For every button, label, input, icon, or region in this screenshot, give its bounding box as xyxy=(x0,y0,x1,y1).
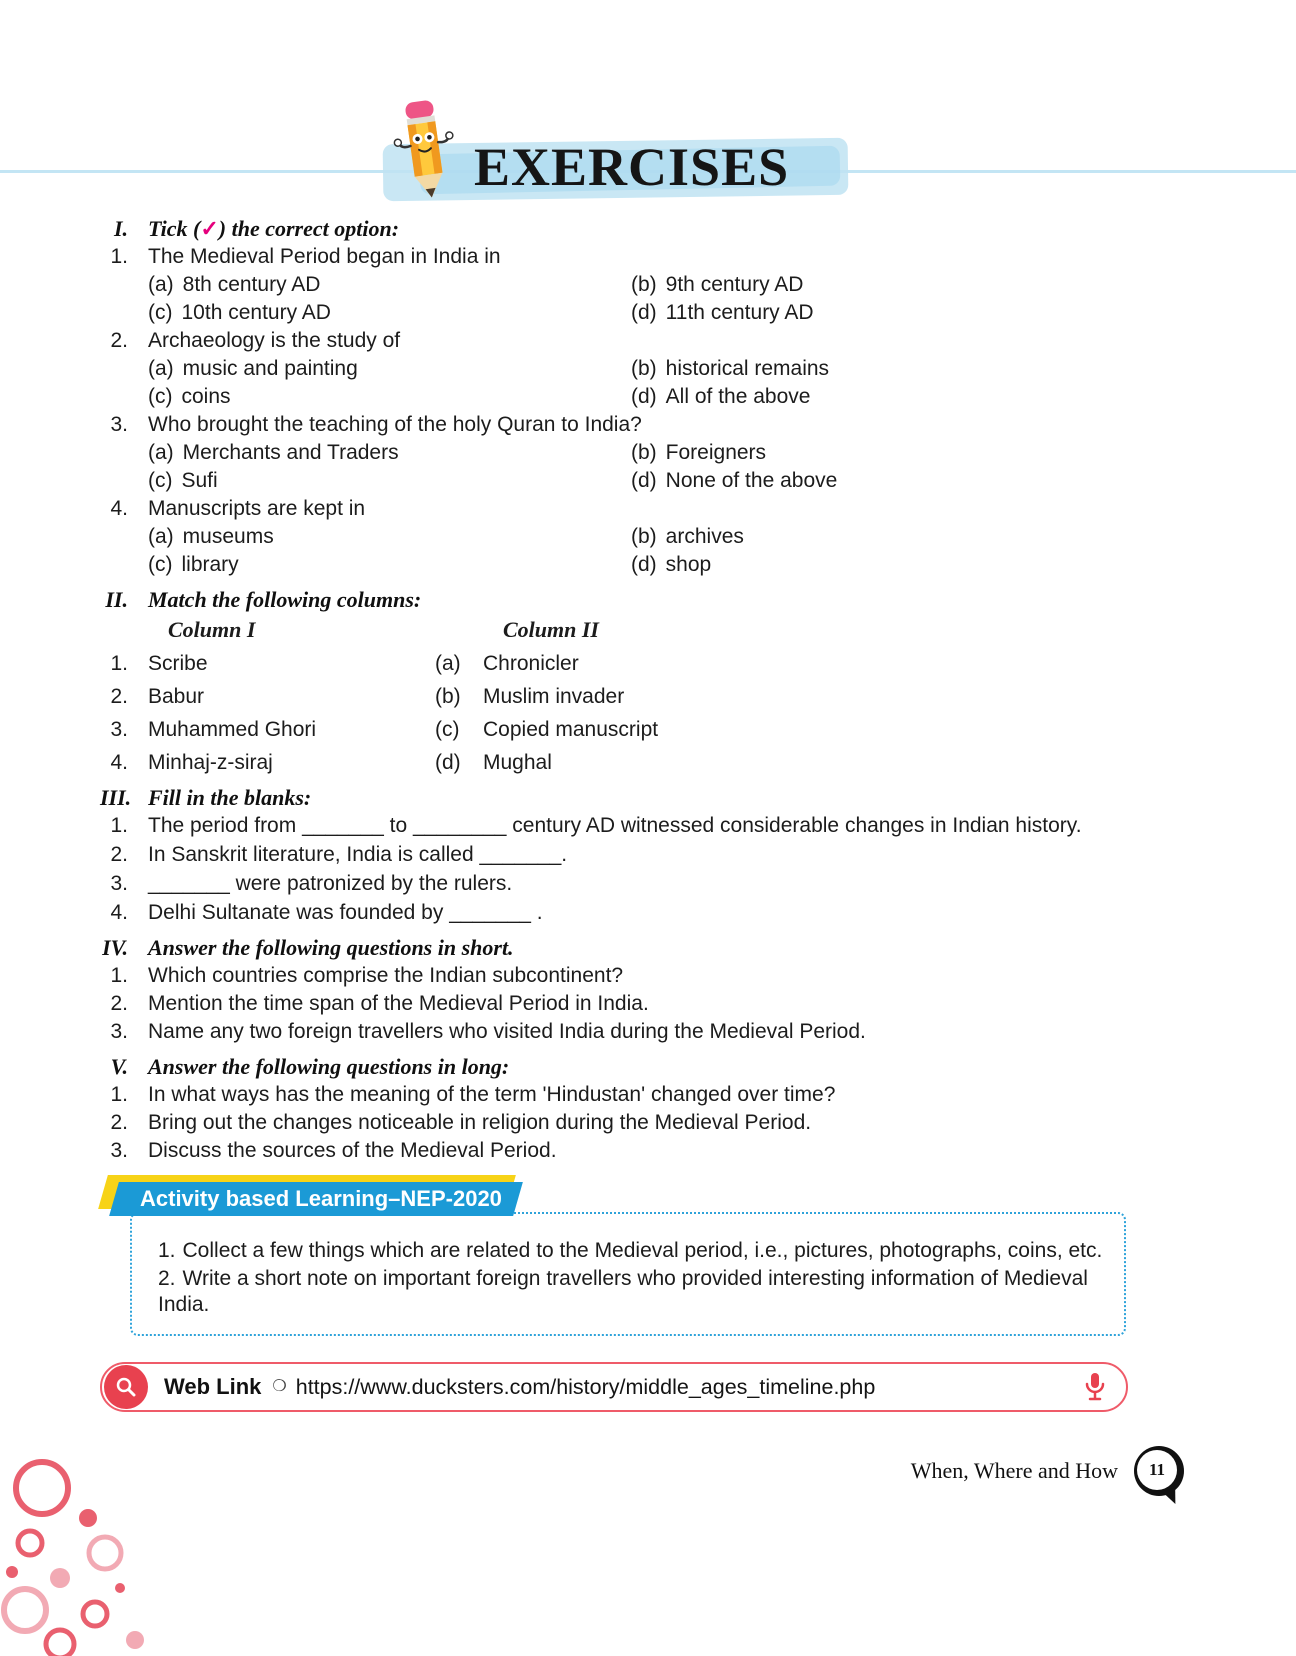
option xyxy=(631,299,1114,327)
section-long-heading xyxy=(100,1053,1132,1081)
column-1-header: Column I xyxy=(168,617,256,642)
option-label: (b) xyxy=(631,525,657,548)
option-label: (a) xyxy=(148,357,174,380)
section-heading-text: Answer the following questions in short. xyxy=(148,935,514,960)
fill-item xyxy=(100,812,1132,840)
heading-post: ) the correct option: xyxy=(218,216,400,241)
long-question xyxy=(100,1081,1132,1109)
activity-text: Collect a few things which are related to the Medieval period, i.e., pictures, photographs, coins, etc. xyxy=(182,1239,1103,1262)
option-text: music and painting xyxy=(182,357,358,380)
question-item xyxy=(100,327,1132,411)
decorative-circles xyxy=(0,1444,180,1656)
long-question xyxy=(100,1137,1132,1165)
option-label: (c) xyxy=(148,301,173,324)
match-row xyxy=(100,650,1132,678)
badge-tail xyxy=(1162,1487,1180,1507)
option xyxy=(631,523,1114,551)
fill-text: Delhi Sultanate was founded by _______ . xyxy=(148,901,543,924)
option-label: (d) xyxy=(631,553,657,576)
match-row xyxy=(100,716,1132,744)
question-text: Who brought the teaching of the holy Quran to India? xyxy=(148,413,642,436)
short-question xyxy=(100,962,1132,990)
fill-item xyxy=(100,841,1132,869)
activity-text: Write a short note on important foreign travellers who provided interesting information of Medieval India. xyxy=(158,1267,1088,1316)
option xyxy=(631,551,1114,579)
match-letter: (c) xyxy=(435,718,460,741)
match-letter: (d) xyxy=(435,751,461,774)
check-icon: ✓ xyxy=(200,216,219,241)
item-number: 2. xyxy=(110,1111,128,1134)
question-text: Archaeology is the study of xyxy=(148,329,401,352)
option xyxy=(631,271,1114,299)
option-text: museums xyxy=(182,525,274,548)
match-letter: (b) xyxy=(435,685,461,708)
weblink-label: Web Link xyxy=(164,1374,262,1399)
question-text: Name any two foreign travellers who visited India during the Medieval Period. xyxy=(148,1020,866,1043)
match-right: Muslim invader xyxy=(483,685,625,708)
option xyxy=(631,439,1114,467)
column-2-header: Column II xyxy=(503,617,599,642)
option xyxy=(631,355,1114,383)
question-item xyxy=(100,495,1132,579)
item-number: 2. xyxy=(110,843,128,866)
question-text: In what ways has the meaning of the term 'Hindustan' changed over time? xyxy=(148,1083,836,1106)
option-text: All of the above xyxy=(665,385,811,408)
page-number: 11 xyxy=(1137,1450,1177,1490)
section-fill-heading xyxy=(100,784,1132,812)
question-text: Mention the time span of the Medieval Period in India. xyxy=(148,992,649,1015)
heading-pre: Tick ( xyxy=(148,216,201,241)
short-question xyxy=(100,990,1132,1018)
match-right: Chronicler xyxy=(483,652,579,675)
option-text: shop xyxy=(665,553,712,576)
question-number: 1. xyxy=(110,245,128,268)
chapter-title: When, Where and How xyxy=(910,1458,1118,1483)
section-roman: III. xyxy=(100,785,132,810)
short-question xyxy=(100,1018,1132,1046)
fill-item xyxy=(100,870,1132,898)
option-text: None of the above xyxy=(665,469,838,492)
question-item xyxy=(100,243,1132,327)
match-column-headers xyxy=(100,616,1132,644)
item-number: 1. xyxy=(110,814,128,837)
option-label: (d) xyxy=(631,469,657,492)
option-label: (c) xyxy=(148,553,173,576)
option-text: archives xyxy=(665,525,744,548)
option xyxy=(148,383,631,411)
weblink-bar xyxy=(100,1362,1128,1412)
option-text: 11th century AD xyxy=(665,301,814,324)
page-title: EXERCISES xyxy=(474,137,790,197)
section-short-heading xyxy=(100,934,1132,962)
item-number: 2. xyxy=(158,1267,176,1290)
question-number: 3. xyxy=(110,413,128,436)
option-label: (a) xyxy=(148,273,174,296)
search-icon xyxy=(104,1365,148,1409)
activity-section xyxy=(100,1182,1132,1336)
match-left: Scribe xyxy=(148,652,208,675)
section-match-heading xyxy=(100,586,1132,614)
option-label: (c) xyxy=(148,385,173,408)
fill-text: The period from _______ to ________ century AD witnessed considerable changes in Indian history. xyxy=(148,814,1082,837)
option xyxy=(148,271,631,299)
question-text: Which countries comprise the Indian subcontinent? xyxy=(148,964,624,987)
section-heading-text: Answer the following questions in long: xyxy=(148,1054,510,1079)
question-number: 2. xyxy=(110,329,128,352)
item-number: 2. xyxy=(110,992,128,1015)
link-bullet-icon: ❍ xyxy=(272,1378,287,1395)
option-label: (b) xyxy=(631,441,657,464)
option-label: (b) xyxy=(631,357,657,380)
activity-item xyxy=(158,1238,1104,1264)
match-left: Muhammed Ghori xyxy=(148,718,317,741)
section-heading-text: Match the following columns: xyxy=(148,587,422,612)
activity-item xyxy=(158,1266,1104,1318)
match-left: Babur xyxy=(148,685,205,708)
option-label: (b) xyxy=(631,273,657,296)
option-text: Merchants and Traders xyxy=(182,441,399,464)
question-text: Bring out the changes noticeable in religion during the Medieval Period. xyxy=(148,1111,812,1134)
pencil-mascot-icon xyxy=(390,94,460,204)
item-number: 3. xyxy=(110,1139,128,1162)
option-label: (c) xyxy=(148,469,173,492)
weblink-url: https://www.ducksters.com/history/middle_ages_timeline.php xyxy=(295,1375,876,1399)
match-number: 4. xyxy=(110,751,128,774)
question-text: The Medieval Period began in India in xyxy=(148,245,501,268)
match-left: Minhaj-z-siraj xyxy=(148,751,273,774)
section-roman: I. xyxy=(113,216,128,241)
match-letter: (a) xyxy=(435,652,461,675)
match-right: Copied manuscript xyxy=(483,718,659,741)
question-text: Discuss the sources of the Medieval Period. xyxy=(148,1139,557,1162)
option-text: Foreigners xyxy=(665,441,767,464)
item-number: 1. xyxy=(110,964,128,987)
match-number: 1. xyxy=(110,652,128,675)
item-number: 1. xyxy=(158,1239,176,1262)
option-label: (d) xyxy=(631,301,657,324)
activity-banner xyxy=(114,1182,526,1218)
item-number: 3. xyxy=(110,1020,128,1043)
exercises-content xyxy=(100,208,1132,1412)
question-item xyxy=(100,411,1132,495)
option-label: (d) xyxy=(631,385,657,408)
fill-text: _______ were patronized by the rulers. xyxy=(148,872,513,895)
match-right: Mughal xyxy=(483,751,552,774)
option-text: historical remains xyxy=(665,357,830,380)
section-roman: V. xyxy=(110,1054,128,1079)
option-text: Sufi xyxy=(181,469,218,492)
option-label: (a) xyxy=(148,525,174,548)
fill-item xyxy=(100,899,1132,927)
section-roman: IV. xyxy=(102,935,128,960)
match-row xyxy=(100,683,1132,711)
activity-banner-title: Activity based Learning–NEP-2020 xyxy=(140,1186,502,1211)
item-number: 3. xyxy=(110,872,128,895)
match-row xyxy=(100,749,1132,777)
option xyxy=(148,439,631,467)
section-heading-text xyxy=(148,215,399,243)
option xyxy=(148,355,631,383)
item-number: 1. xyxy=(110,1083,128,1106)
option xyxy=(148,551,631,579)
option-text: 8th century AD xyxy=(182,273,321,296)
section-roman: II. xyxy=(105,587,128,612)
section-mcq-heading xyxy=(100,215,1132,243)
question-number: 4. xyxy=(110,497,128,520)
page-number-badge xyxy=(1134,1446,1184,1496)
page-footer xyxy=(911,1446,1184,1496)
option-text: 10th century AD xyxy=(181,301,331,324)
option-text: library xyxy=(181,553,239,576)
question-text: Manuscripts are kept in xyxy=(148,497,366,520)
long-question xyxy=(100,1109,1132,1137)
microphone-icon xyxy=(1084,1371,1106,1403)
banner-blue-ribbon xyxy=(109,1182,523,1216)
option xyxy=(148,467,631,495)
option-text: coins xyxy=(181,385,231,408)
option xyxy=(148,523,631,551)
section-heading-text: Fill in the blanks: xyxy=(148,785,312,810)
match-number: 2. xyxy=(110,685,128,708)
item-number: 4. xyxy=(110,901,128,924)
option-text: 9th century AD xyxy=(665,273,804,296)
option xyxy=(631,467,1114,495)
activity-box xyxy=(130,1212,1126,1336)
option xyxy=(631,383,1114,411)
match-number: 3. xyxy=(110,718,128,741)
option xyxy=(148,299,631,327)
fill-text: In Sanskrit literature, India is called _______. xyxy=(148,843,568,866)
option-label: (a) xyxy=(148,441,174,464)
